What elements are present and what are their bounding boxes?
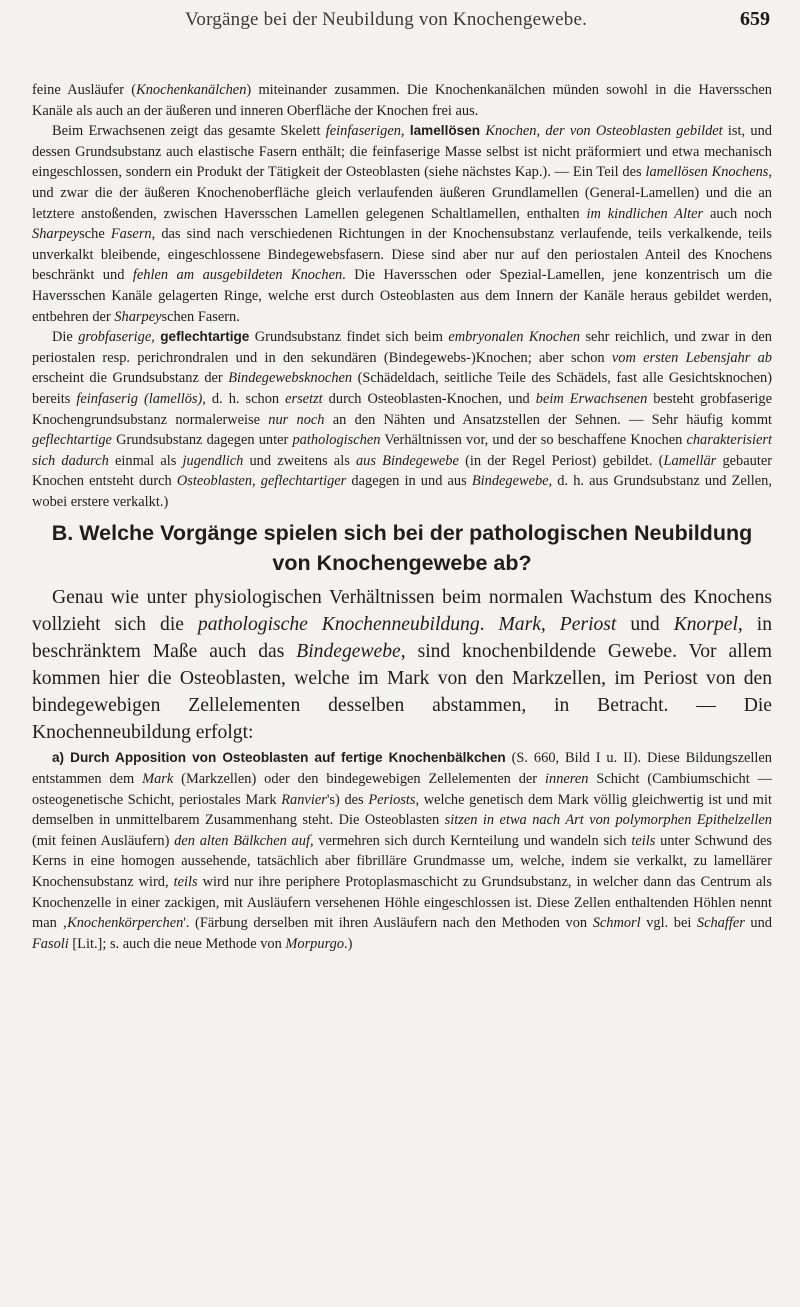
running-head-title: Vorgänge bei der Neubildung von Knochengewebe.	[184, 9, 588, 30]
page-number: 659	[740, 8, 770, 30]
section-heading-line-2: von Knochengewebe ab?	[272, 551, 532, 576]
list-item-a: a) Durch Apposition von Osteoblasten auf fertige Knochenbälkchen (S. 660, Bild I u. II). Diese Bildungszellen entstammen dem Mark (Markzellen) oder den bindegewebigen Zellelementen der inneren Schicht (Cambiumschicht — osteogenetische Schicht, periostales Mark Ranvier's) des Periosts, welche genetisch dem Mark völlig gleichwertig ist und mit demselben in unmittelbarem Zusammenhang steht. Die Osteoblasten sitzen in etwa nach Art von polymorphen Epithelzellen (mit feinen Ausläufern) den alten Bälkchen auf, vermehren sich durch Kernteilung und wandeln sich teils unter Schwund des Kerns in eine homogen aussehende, tatsächlich aber fibrilläre Grundmasse um, welche, indem sie verkalkt, zu lamellärer Knochensubstanz wird, teils wird nur ihre periphere Protoplasmaschicht zu Grundsubstanz, in welcher dann das Centrum als Knochenzelle in einer zackigen, mit Ausläufern versehenen Höhle eingeschlossen ist. Diese Zellen enthaltenden Höhlen nennt man ‚Knochenkörperchen'. (Färbung derselben mit ihren Ausläufern nach den Methoden von Schmorl vgl. bei Schaffer und Fasoli [Lit.]; s. auch die neue Methode von Morpurgo.)	[32, 750, 773, 952]
section-heading	[32, 518, 772, 578]
running-head	[32, 8, 772, 38]
paragraph-3: Die grobfaserige, geflechtartige Grundsubstanz findet sich beim embryonalen Knochen sehr reichlich, und zwar in den periostalen resp. perichrondralen und in den sekundären (Bindegewebs-)Knochen; aber schon vom ersten Lebensjahr ab erscheint die Grundsubstanz der Bindegewebsknochen (Schädeldach, seitliche Teile des Schädels, fast alle Gesichtsknochen) bereits feinfaserig (lamellös), d. h. schon ersetzt durch Osteoblasten-Knochen, und beim Erwachsenen besteht grobfaserige Knochengrundsubstanz normalerweise nur noch an den Nähten und Ansatzstellen der Sehnen. — Sehr häufig kommt geflechtartige Grundsubstanz dagegen unter pathologischen Verhältnissen vor, und der so beschaffene Knochen charakterisiert sich dadurch einmal als jugendlich und zweitens als aus Bindegewebe (in der Regel Periost) gebildet. (Lamellär gebauter Knochen entsteht durch Osteoblasten, geflechtartiger dagegen in und aus Bindegewebe, d. h. aus Grundsubstanz und Zellen, wobei erstere verkalkt.)	[32, 329, 773, 510]
section-heading-line-1: B. Welche Vorgänge spielen sich bei der pathologischen Neubildung	[51, 521, 753, 546]
paragraph-2: Beim Erwachsenen zeigt das gesamte Skelett feinfaserigen, lamellösen Knochen, der von Osteoblasten gebildet ist, und dessen Grundsubstanz auch elastische Fasern enthält; die feinfaserige Masse selbst ist nicht präformiert und etwa mechanisch eingeschlossen, sondern ein Produkt der Tätigkeit der Osteoblasten (siehe nächstes Kap.). — Ein Teil des lamellösen Knochens, und zwar die der äußeren Knochenoberfläche gleich verlaufenden äußeren Grundlamellen (General-Lamellen) und die an letztere anstoßenden, zwischen Haversschen Lamellen gelegenen Schaltlamellen, enthalten im kindlichen Alter auch noch Sharpeysche Fasern, das sind nach verschiedenen Richtungen in der Knochensubstanz verlaufende, teils verkalkende, teils unverkalkt bleibende, eingeschlossene Bindegewebsfasern. Diese sind aber nur auf den periostalen Anteil des Knochens beschränkt und fehlen am ausgebildeten Knochen. Die Haversschen oder Spezial-Lamellen, jene konzentrisch um die Haversschen Kanäle gelagerten Ringe, welche erst durch Osteoblasten aus dem Innern der Kanäle heraus gebildet werden, entbehren der Sharpeyschen Fasern.	[32, 123, 773, 325]
intro-paragraph: Genau wie unter physiologischen Verhältnissen beim normalen Wachstum des Knochens vollzieht sich die pathologische Knochenneubildung. Mark, Periost und Knorpel, in beschränktem Maße auch das Bindegewebe, sind knochenbildende Gewebe. Vor allem kommen hier die Osteoblasten, welche im Mark von den Markzellen, im Periost von den bindegewebigen Zellelementen desselben abstammen, in Betracht. — Die Knochenneubildung erfolgt:	[32, 587, 773, 744]
paragraph-1: feine Ausläufer (Knochenkanälchen) miteinander zusammen. Die Knochenkanälchen münden sowohl in die Haversschen Kanäle als auch an der äußeren und inneren Oberfläche der Knochen frei aus.	[32, 82, 772, 119]
list-item-a-lead: a) Durch Apposition von Osteoblasten auf fertige Knochenbälkchen	[52, 750, 506, 766]
